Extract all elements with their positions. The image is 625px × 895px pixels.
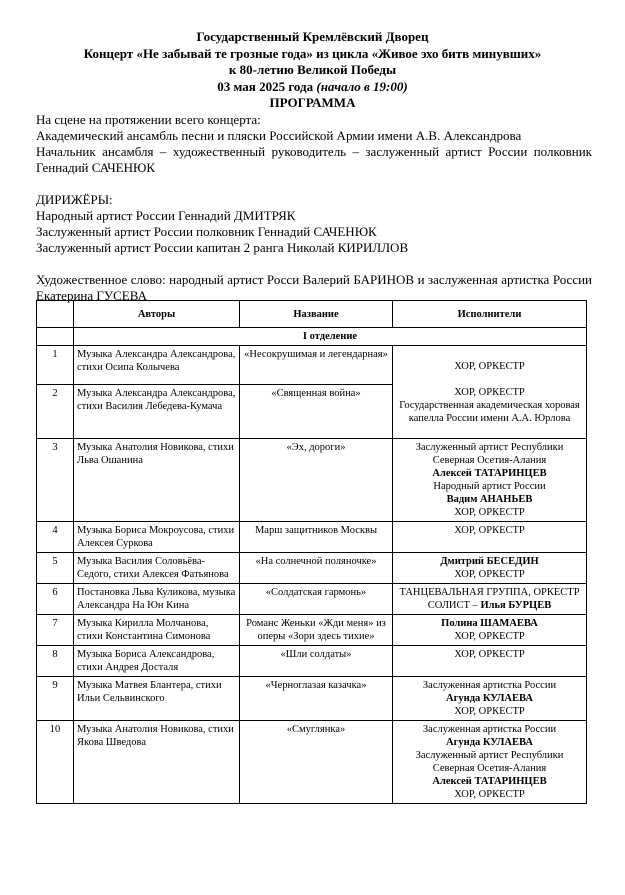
narration-text: Художественное слово: народный артист Росси Валерий БАРИНОВ и заслуженная артистка России Екатерина ГУСЕВА — [36, 272, 592, 303]
row-authors: Музыка Василия Соловьёва-Седого, стихи Алексея Фатьянова — [74, 553, 240, 584]
intro-block — [36, 112, 592, 176]
program-table — [36, 300, 587, 804]
row-title: «Солдатская гармонь» — [240, 584, 393, 615]
concert-subtitle: к 80-летию Великой Победы — [228, 62, 397, 77]
conductors-title: ДИРИЖЁРЫ: — [36, 192, 113, 207]
performer-name: Вадим АНАНЬЕВ — [446, 494, 533, 505]
intro-line-3: Начальник ансамбля – художественный руководитель – заслуженный артист России полковник Геннадий САЧЕНЮК — [36, 144, 592, 175]
soloist-label: СОЛИСТ – — [427, 600, 481, 611]
performer-line: ХОР, ОРКЕСТР — [454, 789, 525, 800]
row-title: Марш защитников Москвы — [240, 522, 393, 553]
row-num: 1 — [37, 346, 74, 385]
performer-name: Дмитрий БЕСЕДИН — [440, 556, 539, 567]
row-num: 10 — [37, 721, 74, 804]
concert-title: Концерт «Не забывай те грозные года» из цикла «Живое эхо битв минувших» — [83, 45, 542, 61]
row-authors: Музыка Александра Александрова, стихи Осипа Колычева — [74, 346, 240, 385]
row-title: «Смуглянка» — [240, 721, 393, 804]
conductor-3: Заслуженный артист России капитан 2 ранга Николай КИРИЛЛОВ — [36, 240, 409, 255]
row-title: Романс Женьки «Жди меня» из оперы «Зори здесь тихие» — [240, 615, 393, 646]
row-performers: ХОР, ОРКЕСТР — [393, 646, 587, 677]
performer-line: ХОР, ОРКЕСТР — [454, 631, 525, 642]
venue-title: Государственный Кремлёвский Дворец — [196, 29, 429, 44]
performer-line: Заслуженная артистка России — [422, 680, 557, 691]
performer-line: Заслуженный артист Республики Северная Осетия-Алания — [415, 750, 564, 774]
date-text: 03 мая 2025 года — [217, 78, 314, 94]
performer-name: Полина ШАМАЕВА — [441, 618, 538, 629]
row-authors: Музыка Анатолия Новикова, стихи Льва Ошанина — [74, 439, 240, 522]
row-authors: Музыка Бориса Мокроусова, стихи Алексея Суркова — [74, 522, 240, 553]
table-row — [37, 677, 587, 721]
intro-line-1: На сцене на протяжении всего концерта: — [36, 112, 261, 127]
row-num: 8 — [37, 646, 74, 677]
concert-date — [0, 79, 625, 96]
performer-line: ТАНЦЕВАЛЬНАЯ ГРУППА, ОРКЕСТР — [399, 587, 580, 598]
row-authors: Музыка Анатолия Новикова, стихи Якова Шведова — [74, 721, 240, 804]
row-performers — [393, 346, 587, 439]
row-authors: Постановка Льва Куликова, музыка Александра На Юн Кина — [74, 584, 240, 615]
table-row — [37, 721, 587, 804]
table-row — [37, 553, 587, 584]
row-title: «Эх, дороги» — [240, 439, 393, 522]
row-performers — [393, 439, 587, 522]
table-row — [37, 439, 587, 522]
performer-line: Народный артист России — [433, 481, 546, 492]
row-performers — [393, 677, 587, 721]
row-authors: Музыка Матвея Блантера, стихи Ильи Сельвинского — [74, 677, 240, 721]
section-empty — [37, 328, 74, 346]
row-authors: Музыка Кирилла Молчанова, стихи Константина Симонова — [74, 615, 240, 646]
row-num: 2 — [37, 385, 74, 439]
conductor-2: Заслуженный артист России полковник Геннадий САЧЕНЮК — [36, 224, 377, 239]
intro-line-2: Академический ансамбль песни и пляски Российской Армии имени А.В. Александрова — [36, 128, 522, 143]
row-num: 6 — [37, 584, 74, 615]
performer-line: ХОР, ОРКЕСТР — [454, 706, 525, 717]
performer-name: Агунда КУЛАЕВА — [446, 737, 533, 748]
performer-line: ХОР, ОРКЕСТР — [454, 569, 525, 580]
header-num — [37, 301, 74, 328]
table-row — [37, 522, 587, 553]
table-row — [37, 584, 587, 615]
row-num: 5 — [37, 553, 74, 584]
section-title: I отделение — [74, 328, 587, 346]
conductors-block — [36, 192, 592, 256]
header-authors: Авторы — [74, 301, 240, 328]
row-performers — [393, 721, 587, 804]
table-header-row — [37, 301, 587, 328]
performer-line: Заслуженный артист Республики Северная Осетия-Алания — [415, 442, 564, 466]
row-authors: Музыка Бориса Александрова, стихи Андрея Досталя — [74, 646, 240, 677]
section-row — [37, 328, 587, 346]
row-authors: Музыка Александра Александрова, стихи Василия Лебедева-Кумача — [74, 385, 240, 439]
performer-name: Агунда КУЛАЕВА — [446, 693, 533, 704]
start-time: (начало в 19:00) — [316, 78, 408, 94]
performer-line: ХОР, ОРКЕСТР — [454, 507, 525, 518]
row-title: «Черноглазая казачка» — [240, 677, 393, 721]
table-row — [37, 346, 587, 385]
row-performers — [393, 584, 587, 615]
header — [0, 29, 625, 112]
header-performers: Исполнители — [393, 301, 587, 328]
row-title: «Несокрушимая и легендарная» — [240, 346, 393, 385]
performer-line: Государственная академическая хоровая капелла России имени А.А. Юрлова — [399, 399, 580, 424]
row-num: 7 — [37, 615, 74, 646]
performer-name: Илья БУРЦЕВ — [480, 600, 552, 611]
row-title: «Шли солдаты» — [240, 646, 393, 677]
performer-line: Заслуженная артистка России — [422, 724, 557, 735]
row-num: 3 — [37, 439, 74, 522]
performer-name: Алексей ТАТАРИНЦЕВ — [432, 468, 547, 479]
program-heading: ПРОГРАММА — [269, 95, 356, 110]
soloist-line — [396, 599, 583, 612]
header-title: Название — [240, 301, 393, 328]
table-row — [37, 615, 587, 646]
conductor-1: Народный артист России Геннадий ДМИТРЯК — [36, 208, 296, 223]
row-num: 4 — [37, 522, 74, 553]
performer-name: Алексей ТАТАРИНЦЕВ — [432, 776, 547, 787]
row-performers: ХОР, ОРКЕСТР — [393, 522, 587, 553]
table-row — [37, 646, 587, 677]
row-num: 9 — [37, 677, 74, 721]
performer-line: ХОР, ОРКЕСТР — [454, 386, 525, 398]
row-performers — [393, 553, 587, 584]
row-title: «На солнечной поляночке» — [240, 553, 393, 584]
row-title: «Священная война» — [240, 385, 393, 439]
performer-line: ХОР, ОРКЕСТР — [454, 360, 525, 372]
row-performers — [393, 615, 587, 646]
